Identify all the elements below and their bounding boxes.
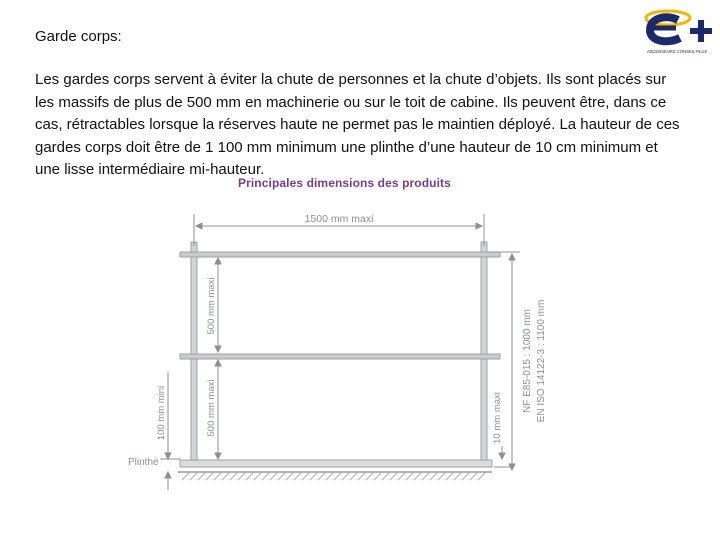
toe-gap-dimension [494, 446, 510, 467]
upper-spacing-label: 500 mm maxi [206, 277, 217, 335]
standard-iso-label: EN ISO 14122-3 : 1100 mm [536, 299, 547, 423]
lower-spacing-label: 500 mm maxi [206, 379, 217, 437]
toeboard-label: Plinthe [128, 457, 159, 468]
toe-gap-label: 10 mm maxi [492, 392, 503, 444]
top-rail [180, 252, 500, 257]
mid-rail [180, 354, 500, 359]
width-label: 1500 mm maxi [304, 213, 374, 225]
company-logo [638, 6, 716, 56]
e-plus-logo-icon [638, 6, 716, 56]
guardrail-figure [120, 176, 560, 496]
floor-hatch [178, 472, 492, 480]
toeboard [180, 460, 492, 467]
slide-heading: Garde corps: [35, 28, 122, 45]
toe-min-label: 100 mm mini [156, 385, 167, 441]
logo-tagline: ASCENSEURS CONSEIL PLUS [646, 49, 708, 54]
slide-paragraph: Les gardes corps servent à éviter la chute de personnes et la chute d’objets. Ils sont placés sur les massifs de plus de 500 mm en machinerie ou sur le toit de cabine. Ils peuvent être, dans ce cas, rétractables lorsque la réserves haute ne permet pas le maintien déployé. La hauteur de ces gardes corps doit être de 1 100 mm minimum une plinthe d’une hauteur de 10 cm minimum et une lisse intermédiaire mi-hauteur. [35, 71, 680, 178]
standard-nf-label: NF E85-015 : 1000 mm [522, 309, 533, 413]
guardrail-diagram [120, 176, 560, 496]
figure-title: Principales dimensions des produits [238, 176, 451, 190]
